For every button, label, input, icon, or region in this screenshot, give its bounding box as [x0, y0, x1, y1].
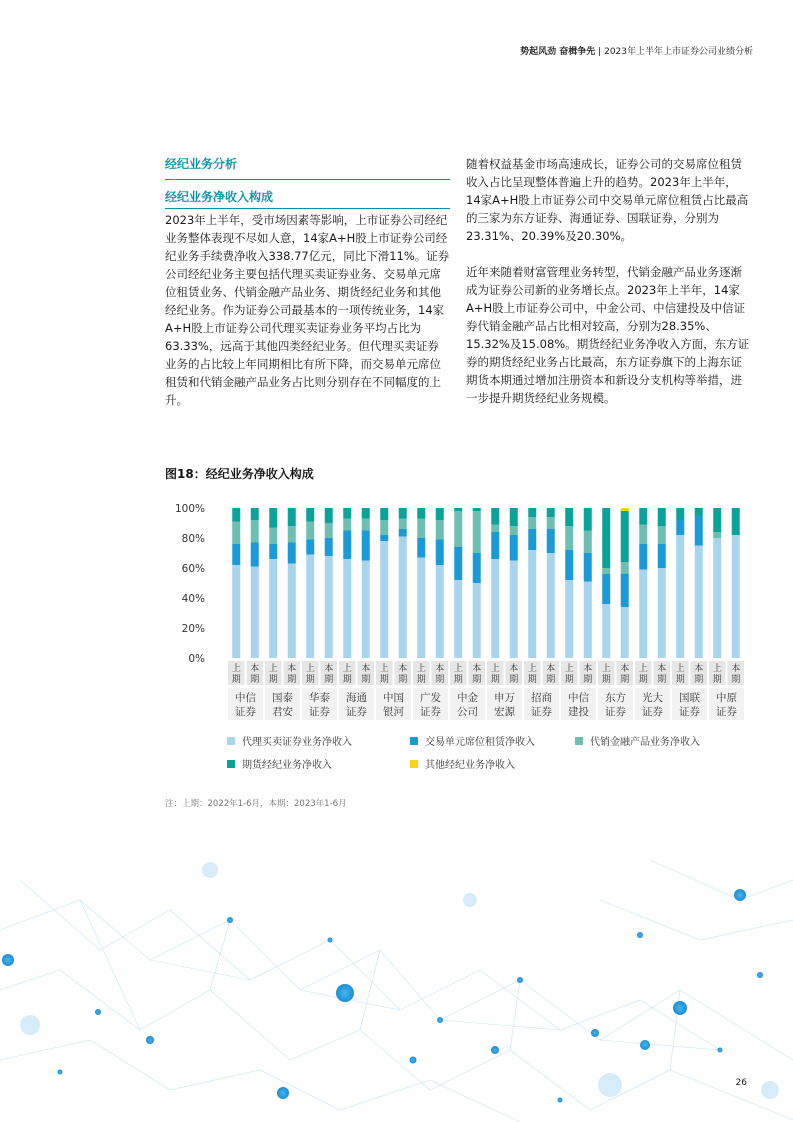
header-title: 势起风劲 奋楫争先: [520, 47, 596, 57]
period-label: 本: [361, 664, 371, 674]
bar-segment: [454, 547, 462, 580]
period-label: 期: [250, 675, 260, 685]
y-tick-label: 60%: [181, 563, 205, 575]
bar-segment: [584, 553, 592, 582]
header-subtitle: 2023年上半年上市证券公司业绩分析: [604, 47, 753, 57]
period-label: 期: [712, 675, 722, 685]
bar-segment: [621, 508, 629, 511]
bar-segment: [288, 526, 296, 543]
company-label: 国联: [679, 692, 700, 704]
bar-segment: [676, 508, 684, 520]
bar-segment: [232, 508, 240, 522]
period-label: 本: [620, 664, 630, 674]
figure-note: 注：上期：2022年1-6月，本期：2023年1-6月: [165, 799, 347, 809]
bar-segment: [602, 508, 610, 568]
bar-segment: [380, 520, 388, 535]
bar-segment: [565, 580, 573, 658]
bar-segment: [325, 538, 333, 556]
company-label: 申万: [494, 692, 515, 704]
bar-segment: [325, 523, 333, 538]
bar-segment: [251, 508, 259, 520]
bar-segment: [547, 529, 555, 553]
period-label: 期: [398, 675, 408, 685]
bar-segment: [399, 508, 407, 519]
company-label: 宏源: [494, 706, 515, 718]
company-label: 海通: [346, 692, 367, 704]
company-label: 中原: [716, 692, 737, 704]
period-label: 上: [453, 664, 463, 674]
company-label: 广发: [420, 692, 441, 704]
bar-segment: [658, 544, 666, 568]
period-label: 上: [379, 664, 389, 674]
bar-segment: [621, 511, 629, 562]
bar-segment: [621, 607, 629, 658]
bar-segment: [362, 508, 370, 519]
bar-segment: [602, 568, 610, 574]
bar-segment: [528, 529, 536, 550]
bar-segment: [491, 508, 499, 525]
bar-segment: [510, 526, 518, 535]
bar-segment: [713, 508, 721, 532]
bar-segment: [491, 525, 499, 533]
period-label: 期: [620, 675, 630, 685]
period-label: 期: [527, 675, 537, 685]
period-label: 本: [435, 664, 445, 674]
bar-segment: [269, 544, 277, 559]
bar-segment: [399, 519, 407, 530]
period-label: 期: [546, 675, 556, 685]
bar-segment: [639, 544, 647, 570]
bar-segment: [343, 519, 351, 531]
bar-segment: [565, 526, 573, 550]
period-label: 本: [694, 664, 704, 674]
section-title: 经纪业务分析: [165, 155, 450, 180]
period-label: 期: [657, 675, 667, 685]
bar-segment: [658, 526, 666, 544]
period-label: 本: [657, 664, 667, 674]
brokerage-income-chart: [165, 495, 765, 790]
bar-segment: [528, 508, 536, 517]
y-tick-label: 80%: [181, 533, 205, 545]
period-label: 上: [305, 664, 315, 674]
company-label: 证券: [531, 706, 552, 718]
period-label: 上: [564, 664, 574, 674]
bar-segment: [473, 583, 481, 658]
period-label: 期: [379, 675, 389, 685]
company-label: 光大: [642, 692, 663, 704]
bar-segment: [325, 556, 333, 658]
bar-segment: [288, 564, 296, 659]
period-label: 期: [731, 675, 741, 685]
company-label: 证券: [235, 706, 256, 718]
company-label: 证券: [420, 706, 441, 718]
bar-segment: [713, 532, 721, 538]
period-label: 期: [509, 675, 519, 685]
bar-segment: [491, 532, 499, 559]
period-label: 本: [509, 664, 519, 674]
bar-segment: [639, 570, 647, 659]
period-label: 本: [324, 664, 334, 674]
bar-segment: [325, 508, 333, 523]
bar-segment: [251, 567, 259, 659]
bar-segment: [510, 508, 518, 526]
company-label: 公司: [457, 706, 478, 718]
period-label: 上: [490, 664, 500, 674]
legend-swatch: [410, 737, 418, 745]
bar-segment: [343, 508, 351, 519]
period-label: 期: [583, 675, 593, 685]
left-column: [165, 155, 450, 427]
bar-segment: [454, 508, 462, 511]
company-label: 中金: [457, 692, 478, 704]
bar-segment: [288, 508, 296, 526]
bar-segment: [473, 508, 481, 511]
bar-segment: [732, 535, 740, 658]
bar-segment: [232, 565, 240, 658]
bar-segment: [584, 508, 592, 531]
bar-segment: [602, 604, 610, 658]
company-label: 中信: [235, 692, 256, 704]
period-label: 期: [601, 675, 611, 685]
period-label: 期: [675, 675, 685, 685]
company-label: 建投: [568, 706, 589, 718]
bar-segment: [436, 508, 444, 520]
period-label: 本: [472, 664, 482, 674]
period-label: 上: [527, 664, 537, 674]
right-paragraph-2: 近年来随着财富管理业务转型，代销金融产品业务逐渐成为证券公司新的业务增长点。2023年上半年，14家A+H股上市证券公司中，中金公司、中信建投及中信证券代销金融产品占比相对较高，分别为28.35%、15.32%及15.08%。期货经纪业务净收入方面，东方证券的期货经纪业务占比最高，东方证券旗下的上海东证期货本期通过增加注册资本和新设分支机构等举措，进一步提升期货经纪业务规模。: [466, 265, 750, 405]
bar-segment: [436, 565, 444, 658]
bar-segment: [343, 559, 351, 658]
period-label: 上: [712, 664, 722, 674]
bar-segment: [547, 553, 555, 658]
bar-segment: [269, 508, 277, 528]
bar-segment: [454, 580, 462, 658]
period-label: 期: [361, 675, 371, 685]
bar-segment: [528, 517, 536, 529]
figure-title: 图18：经纪业务净收入构成: [165, 467, 314, 481]
period-label: 上: [416, 664, 426, 674]
bar-segment: [399, 529, 407, 537]
bar-segment: [306, 508, 314, 522]
period-label: 期: [324, 675, 334, 685]
period-label: 期: [472, 675, 482, 685]
network-decoration: [0, 840, 793, 1122]
legend-label: 交易单元席位租赁净收入: [425, 737, 535, 748]
bar-segment: [676, 535, 684, 658]
bar-segment: [602, 574, 610, 604]
period-label: 期: [694, 675, 704, 685]
bar-segment: [306, 522, 314, 540]
bar-segment: [528, 550, 536, 658]
bar-segment: [510, 561, 518, 659]
bar-segment: [547, 508, 555, 517]
bar-segment: [713, 538, 721, 658]
bar-segment: [473, 511, 481, 553]
y-tick-label: 100%: [174, 503, 205, 515]
bar-segment: [695, 516, 703, 546]
period-label: 本: [287, 664, 297, 674]
period-label: 期: [231, 675, 241, 685]
company-label: 华泰: [309, 692, 330, 704]
company-label: 中信: [568, 692, 589, 704]
period-label: 本: [731, 664, 741, 674]
bar-segment: [584, 531, 592, 554]
bar-segment: [676, 520, 684, 535]
bar-segment: [417, 519, 425, 539]
company-label: 中国: [383, 692, 404, 704]
period-label: 期: [564, 675, 574, 685]
bar-segment: [362, 519, 370, 531]
bar-segment: [658, 508, 666, 526]
y-tick-label: 40%: [181, 593, 205, 605]
period-label: 期: [638, 675, 648, 685]
bar-segment: [565, 508, 573, 526]
legend-swatch: [227, 737, 235, 745]
bar-segment: [621, 562, 629, 574]
period-label: 期: [453, 675, 463, 685]
bar-segment: [306, 555, 314, 659]
period-label: 上: [675, 664, 685, 674]
period-label: 上: [638, 664, 648, 674]
period-label: 本: [546, 664, 556, 674]
bar-segment: [436, 540, 444, 566]
company-label: 招商: [531, 692, 552, 704]
company-label: 证券: [346, 706, 367, 718]
company-label: 证券: [679, 706, 700, 718]
bar-segment: [380, 541, 388, 658]
bar-segment: [251, 543, 259, 567]
y-tick-label: 20%: [181, 623, 205, 635]
bar-segment: [288, 543, 296, 564]
bar-segment: [565, 550, 573, 580]
left-paragraph: 2023年上半年，受市场因素等影响，上市证券公司经纪业务整体表现不尽如人意，14家A+H股上市证券公司经纪业务手续费净收入338.77亿元，同比下滑11%。证券公司经纪业务主要包括代理买卖证券业务、交易单元席位租赁业务、代销金融产品业务、期货经纪业务和其他经纪业务。作为证券公司最基本的一项传统业务，14家A+H股上市证券公司代理买卖证券业务平均占比为63.33%，远高于其他四类经纪业务。但代理买卖证券业务的占比较上年同期相比有所下降，而交易单元席位租赁和代销金融产品业务占比则分别存在不同幅度的上升。: [165, 213, 450, 407]
bar-segment: [695, 508, 703, 516]
bar-segment: [380, 508, 388, 520]
bar-segment: [343, 531, 351, 560]
period-label: 上: [342, 664, 352, 674]
bar-segment: [362, 531, 370, 561]
bar-segment: [454, 511, 462, 547]
y-tick-label: 0%: [188, 653, 205, 665]
period-label: 本: [398, 664, 408, 674]
page-number: 26: [735, 1078, 747, 1088]
company-label: 东方: [605, 692, 626, 704]
bar-segment: [639, 508, 647, 525]
period-label: 上: [231, 664, 241, 674]
company-label: 证券: [605, 706, 626, 718]
period-label: 期: [287, 675, 297, 685]
bar-segment: [380, 535, 388, 541]
bar-segment: [306, 540, 314, 555]
legend-label: 代理买卖证券业务净收入: [242, 737, 352, 748]
bar-segment: [232, 522, 240, 545]
bar-segment: [732, 508, 740, 535]
period-label: 期: [416, 675, 426, 685]
period-label: 本: [583, 664, 593, 674]
bar-segment: [436, 520, 444, 540]
company-label: 证券: [642, 706, 663, 718]
bar-segment: [417, 558, 425, 659]
legend-label: 期货经纪业务净收入: [242, 760, 332, 771]
period-label: 期: [305, 675, 315, 685]
company-label: 国泰: [272, 692, 293, 704]
legend-swatch: [575, 737, 583, 745]
bar-segment: [362, 561, 370, 659]
bar-segment: [417, 538, 425, 558]
right-column: [466, 155, 751, 425]
legend-label: 其他经纪业务净收入: [425, 760, 515, 771]
period-label: 上: [268, 664, 278, 674]
bar-segment: [658, 568, 666, 658]
company-label: 君安: [272, 706, 293, 718]
bar-segment: [251, 520, 259, 543]
company-label: 证券: [309, 706, 330, 718]
right-paragraph-1: 随着权益基金市场高速成长，证券公司的交易席位租赁收入占比呈现整体普遍上升的趋势。2023年上半年，14家A+H股上市证券公司中交易单元席位租赁占比最高的三家为东方证券、海通证券、国联证券，分别为23.31%、20.39%及20.30%。: [466, 157, 749, 243]
bar-segment: [269, 528, 277, 545]
bar-segment: [639, 525, 647, 545]
period-label: 期: [435, 675, 445, 685]
bar-segment: [547, 517, 555, 529]
bar-segment: [232, 544, 240, 565]
bar-segment: [695, 546, 703, 659]
period-label: 期: [490, 675, 500, 685]
company-label: 银河: [383, 706, 404, 718]
bar-segment: [269, 559, 277, 658]
legend-swatch: [227, 760, 235, 768]
company-label: 证券: [716, 706, 737, 718]
legend-swatch: [410, 760, 418, 768]
bar-segment: [417, 508, 425, 519]
page-header: [520, 44, 753, 57]
header-separator: |: [598, 47, 602, 57]
period-label: 本: [250, 664, 260, 674]
bar-segment: [510, 535, 518, 561]
period-label: 期: [268, 675, 278, 685]
bar-segment: [584, 582, 592, 659]
bar-segment: [473, 553, 481, 583]
legend-label: 代销金融产品业务净收入: [590, 737, 700, 748]
subsection-title: 经纪业务净收入构成: [165, 188, 450, 209]
bar-segment: [399, 537, 407, 659]
period-label: 期: [342, 675, 352, 685]
period-label: 上: [601, 664, 611, 674]
bar-segment: [491, 559, 499, 658]
bar-segment: [621, 574, 629, 607]
